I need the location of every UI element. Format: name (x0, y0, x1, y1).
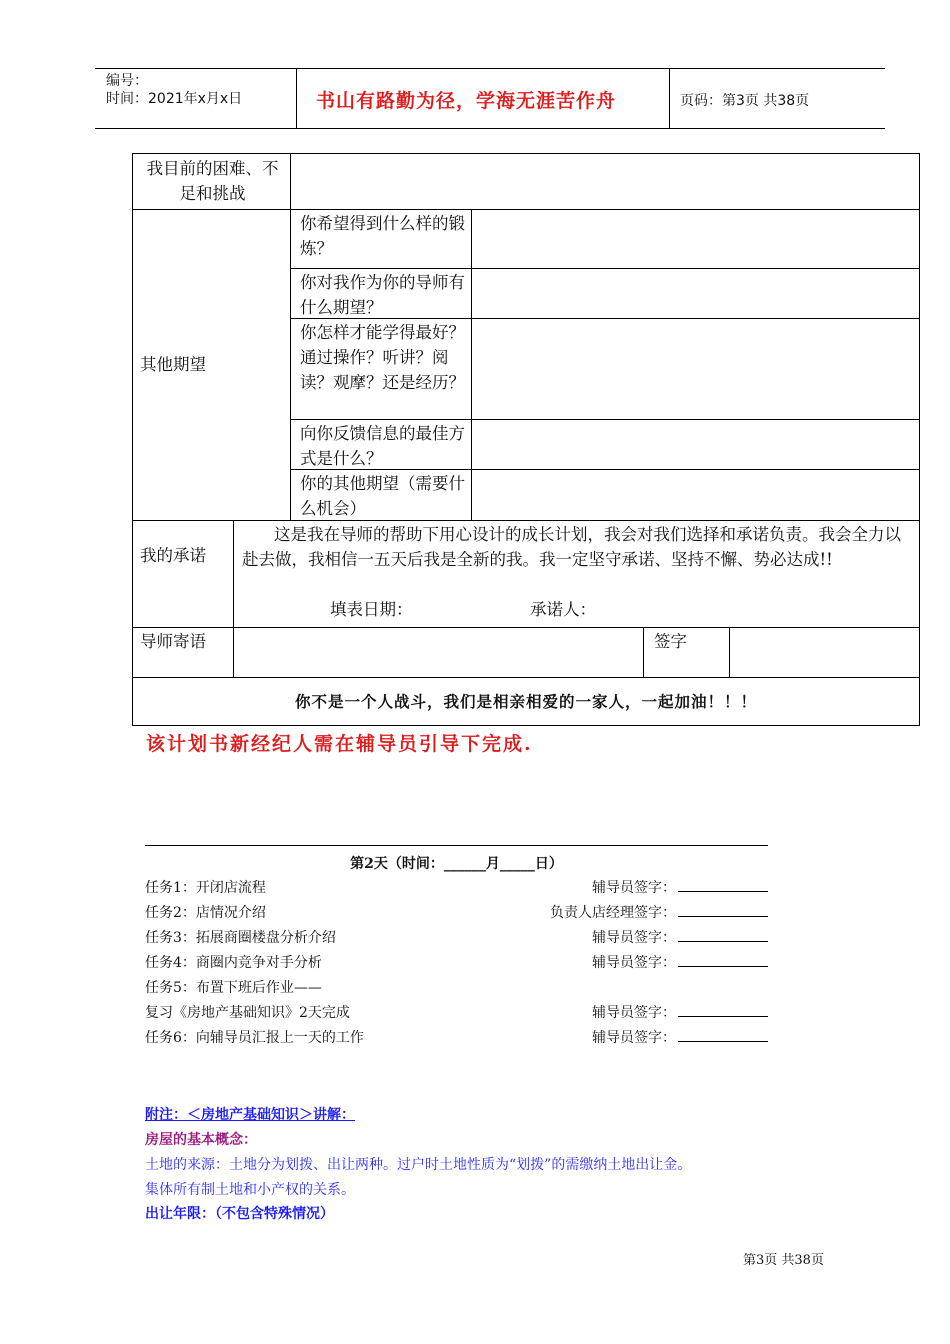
signature-input[interactable] (678, 927, 768, 942)
signature-input[interactable] (678, 1027, 768, 1042)
concept-title: 房屋的基本概念： (145, 1132, 257, 1148)
sign-line: 辅导员签字： (440, 1026, 768, 1051)
answer-mentor-field[interactable] (473, 270, 918, 317)
answer-other-field[interactable] (473, 471, 918, 519)
difficulty-answer-field[interactable] (292, 155, 918, 207)
mentor-note-field[interactable] (235, 629, 641, 675)
header-motto: 书山有路勤为径，学海无涯苦作舟 (316, 90, 617, 112)
term-title: 出让年限：（不包含特殊情况） (145, 1206, 334, 1222)
task-item: 任务4：商圈内竞争对手分析 (145, 955, 322, 971)
land-source-text: 土地的来源：土地分为划拨、出让两种。过户时土地性质为“划拨”的需缴纳土地出让金。 (145, 1157, 692, 1173)
sign-line: 负责人店经理签字： (440, 901, 768, 926)
question-learning-style: 你怎样才能学得最好？通过操作？听讲？阅读？观摩？还是经历？ (300, 323, 465, 392)
page-footer: 第3页 共38页 (743, 1253, 824, 1268)
guidance-note: 该计划书新经纪人需在辅导员引导下完成. (146, 733, 533, 755)
task-item: 任务3：拓展商圈楼盘分析介绍 (145, 930, 336, 946)
header-divider-1 (296, 68, 297, 128)
sign-line: 辅导员签字： (440, 876, 768, 901)
task-item: 任务6：向辅导员汇报上一天的工作 (145, 1030, 364, 1046)
question-feedback: 向你反馈信息的最佳方式是什么？ (300, 424, 465, 468)
task-item: 复习《房地产基础知识》2天完成 (145, 1005, 350, 1021)
sign-line: 辅导员签字： (440, 951, 768, 976)
question-mentor-expectation: 你对我作为你的导师有什么期望？ (300, 273, 465, 317)
task-item: 任务5：布置下班后作业—— (145, 980, 322, 996)
header-time-label: 时间：2021年x月x日 (106, 91, 243, 107)
answer-learning-field[interactable] (473, 320, 918, 418)
sign-line: 辅导员签字： (440, 1001, 768, 1026)
header-page-code: 页码：第3页 共38页 (680, 93, 810, 109)
header-divider-2 (669, 68, 670, 128)
collective-land-text: 集体所有制土地和小产权的关系。 (145, 1182, 355, 1198)
promise-text: 这是我在导师的帮助下用心设计的成长计划，我会对我们选择和承诺负责。我会全力以赴去做，我相信一五天后我是全新的我。我一定坚守承诺、坚持不懈、势必达成!! (242, 525, 901, 569)
other-expectations-label: 其他期望 (140, 355, 206, 374)
promiser-label: 承诺人： (530, 600, 596, 619)
header-bottom-rule (95, 128, 885, 129)
signature-input[interactable] (678, 902, 768, 917)
sign-line: 辅导员签字： (440, 926, 768, 951)
signature-input[interactable] (678, 877, 768, 892)
header-code-label: 编号： (106, 73, 148, 89)
header-top-rule (95, 68, 885, 69)
question-other: 你的其他期望（需要什么机会） (300, 474, 465, 518)
promise-label: 我的承诺 (140, 546, 206, 565)
task-item: 任务2：店情况介绍 (145, 905, 266, 921)
fill-date-label: 填表日期： (330, 600, 413, 619)
signature-label: 签字 (654, 632, 687, 651)
answer-feedback-field[interactable] (473, 421, 918, 468)
signature-input[interactable] (678, 1002, 768, 1017)
answer-training-field[interactable] (473, 211, 918, 267)
difficulty-label: 我目前的困难、不足和挑战 (146, 159, 279, 203)
question-training: 你希望得到什么样的锻炼？ (300, 214, 465, 258)
signature-field[interactable] (731, 629, 918, 675)
mentor-note-label: 导师寄语 (140, 632, 206, 651)
task-item: 任务1：开闭店流程 (145, 880, 266, 896)
appendix-title: 附注：＜房地产基础知识＞讲解： (145, 1107, 355, 1123)
signature-input[interactable] (678, 952, 768, 967)
day2-top-rule (145, 845, 768, 846)
closing-slogan: 你不是一个人战斗，我们是相亲相爱的一家人，一起加油！！！ (294, 693, 757, 711)
day2-title: 第2天（时间：______月_____日） (350, 856, 563, 872)
